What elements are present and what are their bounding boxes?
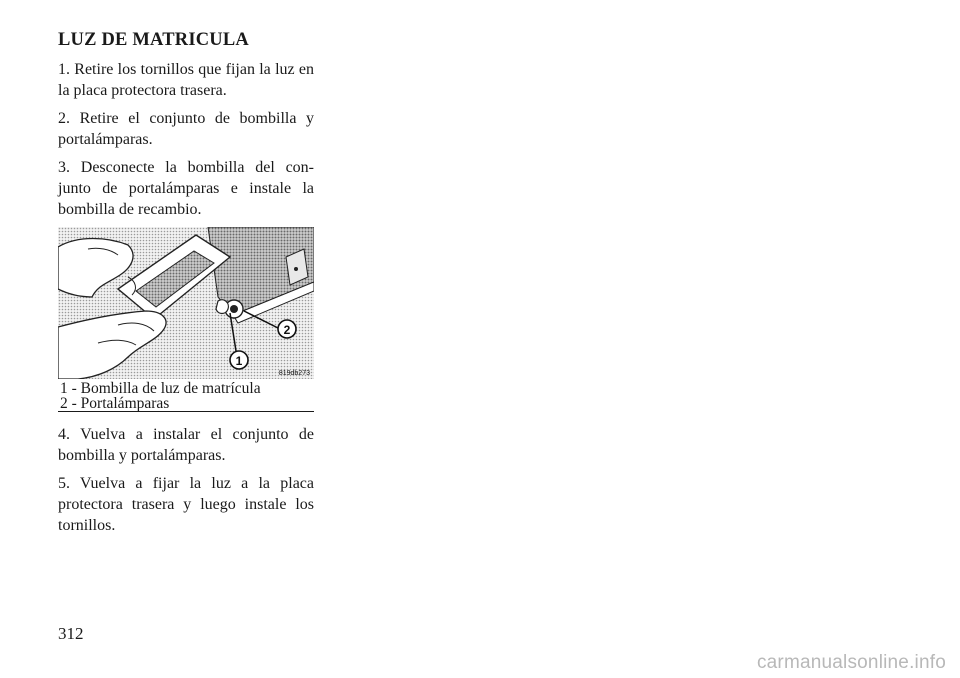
legend-item-bulb: 1 - Bombilla de luz de matrícula xyxy=(60,380,261,398)
figure-legend xyxy=(58,381,314,412)
legend-item-socket: 2 - Portalámparas xyxy=(60,395,170,413)
step-2: 2. Retire el conjunto de bombilla y portalámparas. xyxy=(58,110,314,149)
page-number: 312 xyxy=(58,624,84,643)
callout-1-label: 1 xyxy=(235,354,243,369)
license-lamp-illustration xyxy=(58,227,314,379)
site-watermark: carmanualsonline.info xyxy=(756,652,946,673)
step-1: 1. Retire los tornillos que fijan la luz en la placa protectora trasera. xyxy=(58,61,314,100)
step-4: 4. Vuelva a instalar el conjunto de bombilla y portalámparas. xyxy=(58,426,314,465)
step-5: 5. Vuelva a fijar la luz a la placa protectora trasera y luego instale los tornillos. xyxy=(58,475,314,535)
step-3: 3. Desconecte la bombilla del con- junto de portalámparas e instale la bombilla de recambio. xyxy=(58,159,314,219)
manual-page-column xyxy=(58,30,314,543)
callout-2-label: 2 xyxy=(283,323,291,338)
section-title: LUZ DE MATRICULA xyxy=(58,30,249,50)
figure-code: 819db273 xyxy=(278,370,310,378)
